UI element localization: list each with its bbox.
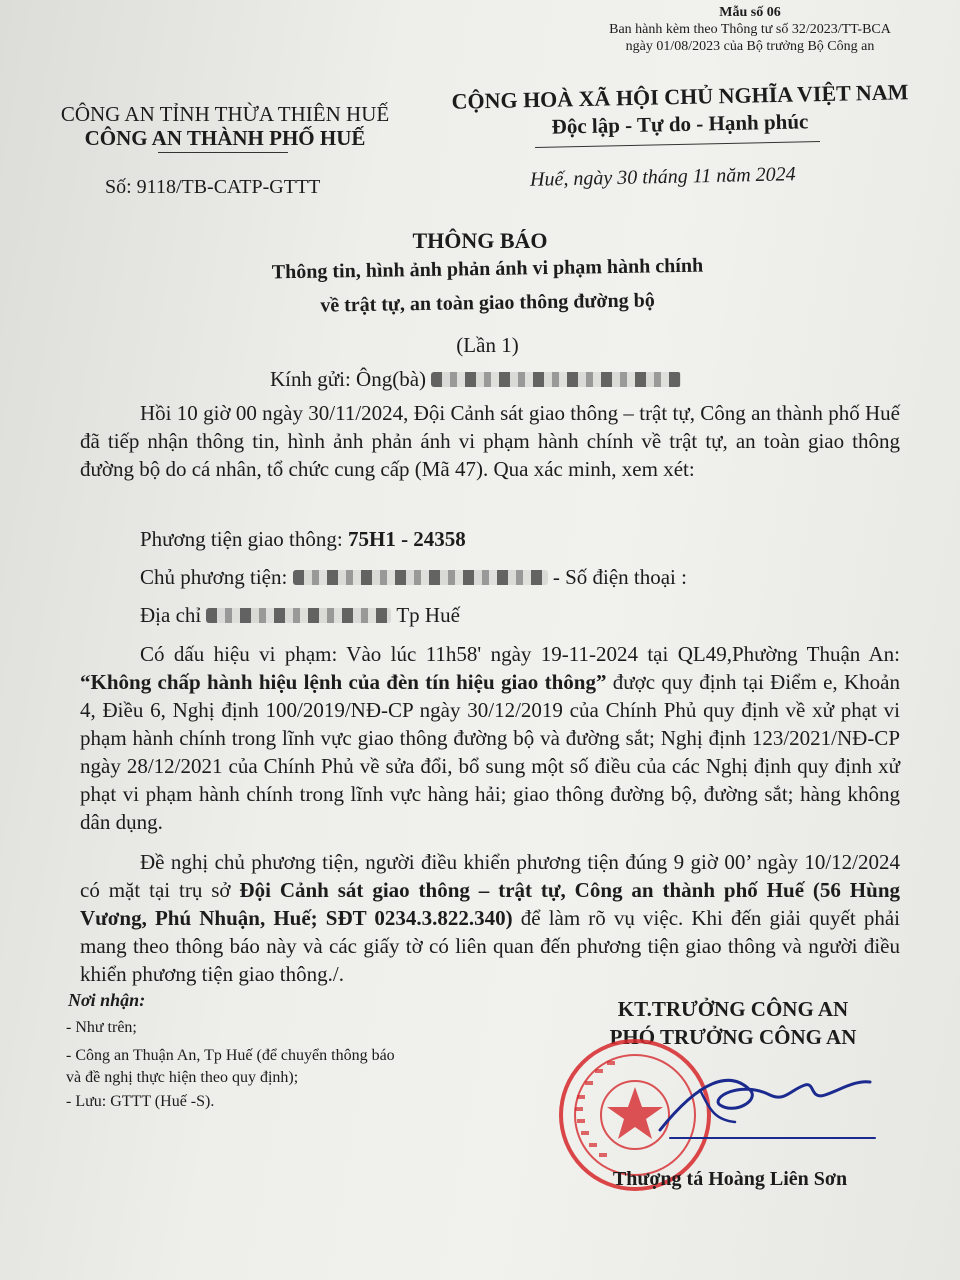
recipients-item: - Lưu: GTTT (Huế -S). — [66, 1093, 215, 1110]
form-number: Mẫu số 06 — [719, 5, 781, 20]
violation-intro: Có dấu hiệu vi phạm: Vào lúc 11h58' ngày 19-11-2024 tại QL49,Phường Thuận An: — [140, 642, 900, 666]
paragraph-intro: Hồi 10 giờ 00 ngày 30/11/2024, Đội Cảnh sát giao thông – trật tự, Công an thành phố Huế đã tiếp nhận thông tin, hình ảnh phản ánh vi phạm hành chính về trật tự, an toàn giao thông đường bộ do cá nhân, tổ chức cung cấp (Mã 47). Qua xác minh, xem xét: — [80, 401, 900, 481]
redacted-name — [431, 372, 681, 387]
paragraph-request — [80, 848, 900, 988]
motto-underline — [535, 141, 820, 148]
request-intro: Đề nghị chủ phương tiện, người điều khiển phương tiện đúng 9 giờ 00’ ngày 10/12/2024 có mặt tại trụ sở — [80, 850, 900, 902]
handwritten-signature — [640, 1060, 880, 1150]
agency-underline — [158, 152, 288, 153]
document-number: Số: 9118/TB-CATP-GTTT — [105, 176, 321, 198]
paragraph-violation — [80, 640, 900, 836]
national-title: CỘNG HOÀ XÃ HỘI CHỦ NGHĨA VIỆT NAM — [451, 79, 909, 114]
owner-line — [140, 565, 687, 590]
national-motto: Độc lập - Tự do - Hạnh phúc — [551, 109, 809, 139]
document-title: THÔNG BÁO — [412, 228, 548, 253]
agency-name: CÔNG AN THÀNH PHỐ HUẾ — [84, 126, 366, 150]
address-city: Tp Huế — [396, 603, 460, 627]
vehicle-line — [140, 527, 466, 552]
request-rest: để làm rõ vụ việc. Khi đến giải quyết phải mang theo thông báo này và các giấy tờ có liên quan đến phương tiện giao thông và người điều khiển phương tiện giao thông./. — [80, 906, 900, 986]
notice-count: (Lần 1) — [456, 333, 519, 357]
vehicle-plate: 75H1 - 24358 — [347, 527, 466, 551]
document-subtitle-2: về trật tự, an toàn giao thông đường bộ — [320, 289, 655, 317]
address-line — [140, 603, 460, 628]
recipients-heading: Nơi nhận: — [68, 990, 146, 1010]
form-issued-line-1: Ban hành kèm theo Thông tư số 32/2023/TT-BCA — [609, 22, 891, 37]
violation-legal-basis: được quy định tại Điểm e, Khoản 4, Điều 6, Nghị định 100/2019/NĐ-CP ngày 30/12/2019 của Chính Phủ quy định về xử phạt vi phạm hành chính trong lĩnh vực giao thông đường bộ và đường sắt; Nghị định 123/2021/NĐ-CP ngày 28/12/2021 của Chính Phủ về sửa đổi, bổ sung một số điều của các Nghị định quy định xử phạt vi phạm hành chính trong lĩnh vực hàng hải; giao thông đường bộ, đường sắt; hàng không dân dụng. — [80, 670, 900, 834]
recipients-item: - Công an Thuận An, Tp Huế (để chuyển thông báo — [66, 1047, 395, 1064]
owner-label: Chủ phương tiện: — [140, 565, 293, 589]
request-office: Đội Cảnh sát giao thông – trật tự, Công an thành phố Huế (56 Hùng Vương, Phú Nhuận, Huế; SĐT 0234.3.822.340) — [80, 878, 901, 930]
recipients-item: - Như trên; — [66, 1019, 137, 1036]
form-reference — [570, 4, 930, 55]
violation-quote: “Không chấp hành hiệu lệnh của đèn tín hiệu giao thông” — [80, 670, 607, 694]
agency-parent: CÔNG AN TỈNH THỪA THIÊN HUẾ — [60, 102, 390, 126]
redacted-owner — [293, 570, 548, 585]
signatory-title-1: KT.TRƯỞNG CÔNG AN — [617, 997, 849, 1021]
signatory-name: Thượng tá Hoàng Liên Sơn — [612, 1168, 848, 1190]
recipient-label: Kính gửi: Ông(bà) — [270, 367, 427, 391]
vehicle-label: Phương tiện giao thông: — [140, 527, 348, 551]
recipients-item: và đề nghị thực hiện theo quy định); — [66, 1069, 299, 1086]
redacted-address — [206, 608, 391, 623]
form-issued-line-2: ngày 01/08/2023 của Bộ trưởng Bộ Công an — [625, 39, 875, 54]
address-label: Địa chỉ — [140, 603, 202, 627]
document-date: Huế, ngày 30 tháng 11 năm 2024 — [529, 163, 796, 191]
document-subtitle-1: Thông tin, hình ảnh phản ánh vi phạm hành chính — [271, 254, 704, 284]
phone-label: - Số điện thoại : — [552, 565, 687, 589]
recipient-line — [270, 367, 681, 392]
signatory-title-2: PHÓ TRƯỞNG CÔNG AN — [609, 1025, 857, 1049]
